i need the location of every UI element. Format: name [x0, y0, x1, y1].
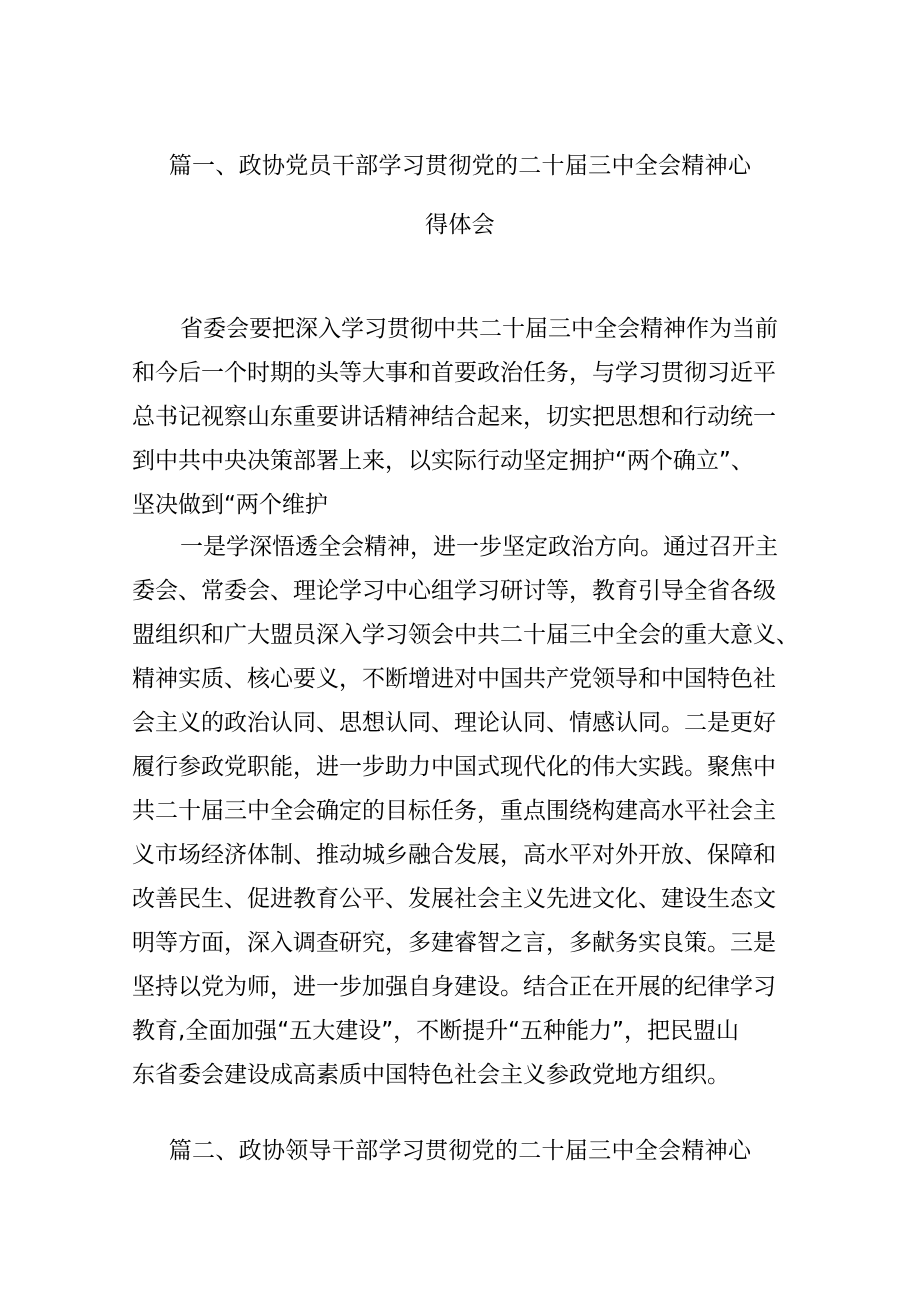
paragraph-line: 一是学深悟透全会精神，进一步坚定政治方向。通过召开主 — [180, 534, 778, 560]
section-1-title-line-2: 得体会 — [425, 212, 495, 238]
paragraph-line: 到中共中央决策部署上来，以实际行动坚定拥护“两个确立”、 — [132, 448, 754, 474]
paragraph-line: 和今后一个时期的头等大事和首要政治任务，与学习贯彻习近平 — [132, 360, 776, 386]
paragraph-line: 精神实质、核心要义，不断增进对中国共产党领导和中国特色社 — [132, 666, 776, 692]
paragraph-line: 坚持以党为师，进一步加强自身建设。结合正在开展的纪律学习 — [132, 974, 776, 1000]
paragraph-line: 委会、常委会、理论学习中心组学习研讨等，教育引导全省各级 — [132, 578, 776, 604]
paragraph-line: 会主义的政治认同、思想认同、理论认同、情感认同。二是更好 — [132, 710, 776, 736]
paragraph-line: 盟组织和广大盟员深入学习领会中共二十届三中全会的重大意义、 — [132, 622, 799, 648]
section-1-title-line-1: 篇一、政协党员干部学习贯彻党的二十届三中全会精神心 — [168, 153, 752, 179]
paragraph-line: 总书记视察山东重要讲话精神结合起来，切实把思想和行动统一 — [132, 404, 776, 430]
paragraph-line: 共二十届三中全会确定的目标任务，重点围绕构建高水平社会主 — [132, 798, 776, 824]
paragraph-line: 坚决做到“两个维护 — [132, 492, 328, 518]
paragraph-line: 省委会要把深入学习贯彻中共二十届三中全会精神作为当前 — [180, 316, 778, 342]
paragraph-line: 东省委会建设成高素质中国特色社会主义参政党地方组织。 — [132, 1062, 730, 1088]
section-2-title-line-1: 篇二、政协领导干部学习贯彻党的二十届三中全会精神心 — [168, 1138, 752, 1164]
paragraph-line: 改善民生、促进教育公平、发展社会主义先进文化、建设生态文 — [132, 886, 776, 912]
paragraph-line: 教育,全面加强“五大建设”，不断提升“五种能力”，把民盟山 — [132, 1018, 739, 1044]
paragraph-line: 明等方面，深入调查研究，多建睿智之言，多献务实良策。三是 — [132, 930, 776, 956]
paragraph-line: 义市场经济体制、推动城乡融合发展，高水平对外开放、保障和 — [132, 842, 776, 868]
paragraph-line: 履行参政党职能，进一步助力中国式现代化的伟大实践。聚焦中 — [132, 754, 776, 780]
